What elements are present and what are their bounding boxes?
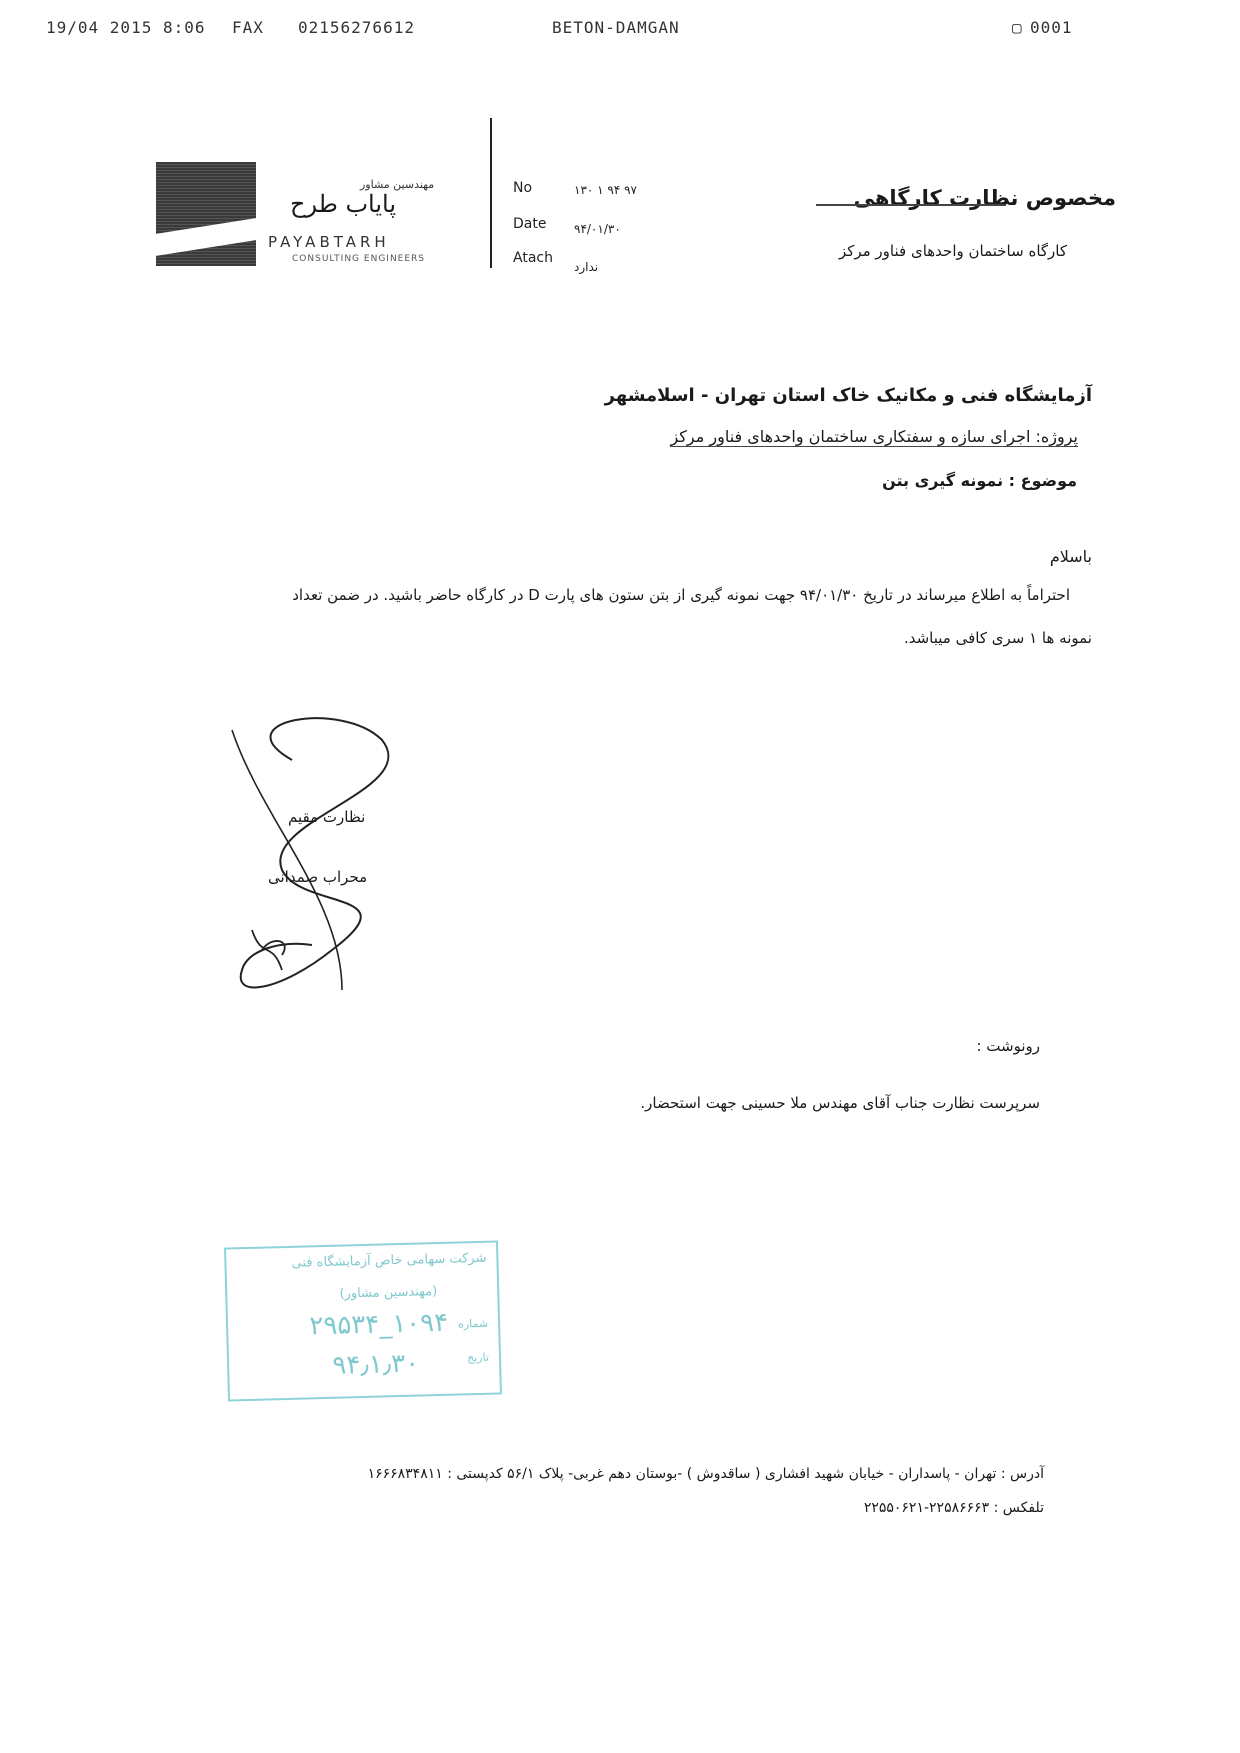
- fax-sender: BETON-DAMGAN: [552, 18, 680, 37]
- fax-datetime: 19/04 2015 8:06: [46, 18, 206, 37]
- company-name-en: PAYABTARH: [268, 233, 390, 251]
- fax-page-icon: ▢: [1012, 18, 1023, 37]
- project-line: پروژه: اجرای سازه و سفتکاری ساختمان واحدهای فناور مرکز: [670, 427, 1078, 446]
- stamp-line-2: (مهندسین مشاور): [339, 1284, 438, 1302]
- receipt-stamp: [224, 1240, 502, 1401]
- fax-number: 02156276612: [298, 18, 415, 37]
- fax-page: 0001: [1030, 18, 1073, 37]
- company-type-label: مهندسین مشاور: [360, 178, 435, 191]
- fax-type: FAX: [232, 18, 264, 37]
- attach-value: ندارد: [574, 260, 599, 274]
- attach-label: Atach: [513, 250, 553, 266]
- date-label: Date: [513, 216, 547, 232]
- date-value: ۹۴/۰۱/۳۰: [574, 222, 621, 236]
- stamp-number-label: شماره: [457, 1316, 489, 1331]
- subject-line: موضوع : نمونه گیری بتن: [882, 471, 1077, 490]
- company-tagline: CONSULTING ENGINEERS: [292, 254, 426, 264]
- stamp-date-label: تاریخ: [466, 1350, 490, 1365]
- no-value: ۱۳۰ ۱ ۹۴ ۹۷: [574, 183, 638, 197]
- stamp-date-value: ۹۴٫۱٫۳۰: [332, 1348, 420, 1381]
- fax-header: [0, 18, 1240, 40]
- company-logo: [156, 162, 256, 266]
- body-line-2: نمونه ها ۱ سری کافی میباشد.: [903, 629, 1092, 647]
- title-rule: [816, 204, 1006, 206]
- footer-phone: تلفکس : ۲۲۵۸۶۶۶۳-۲۲۵۵۰۶۲۱: [863, 1500, 1044, 1516]
- cc-label: رونوشت :: [976, 1037, 1040, 1055]
- stamp-number-value: ۱۰۹۴_۲۹۵۳۴: [309, 1307, 449, 1342]
- cc-text: سرپرست نظارت جناب آقای مهندس ملا حسینی جهت استحضار.: [640, 1094, 1040, 1112]
- letterhead-subtitle: کارگاه ساختمان واحدهای فناور مرکز: [838, 242, 1067, 260]
- signer-title: نظارت مقیم: [288, 808, 366, 826]
- signer-name: محراب صمدانی: [268, 868, 368, 886]
- no-label: No: [513, 180, 533, 196]
- letterhead-title: مخصوص نظارت کارگاهی: [853, 186, 1116, 210]
- footer-address: آدرس : تهران - پاسداران - خیابان شهید افشاری ( ساقدوش ) -بوستان دهم غربی- پلاک ۵۶/۱ کدپستی : ۱۶۶۶۸۳۴۸۱۱: [367, 1466, 1044, 1482]
- letterhead-divider: [490, 118, 492, 268]
- handwritten-signature: [222, 700, 422, 1010]
- company-name-fa: پایاب طرح: [290, 190, 397, 218]
- greeting: باسلام: [1049, 547, 1092, 566]
- stamp-line-1: شرکت سهامی خاص آزمایشگاه فنی: [291, 1250, 487, 1271]
- body-line-1: احتراماً به اطلاع میرساند در تاریخ ۹۴/۰۱/۳۰ جهت نمونه گیری از بتن ستون های پارت D در کارگاه حاضر باشید. در ضمن تعداد: [292, 586, 1070, 604]
- recipient: آزمایشگاه فنی و مکانیک خاک استان تهران - اسلامشهر: [604, 385, 1092, 406]
